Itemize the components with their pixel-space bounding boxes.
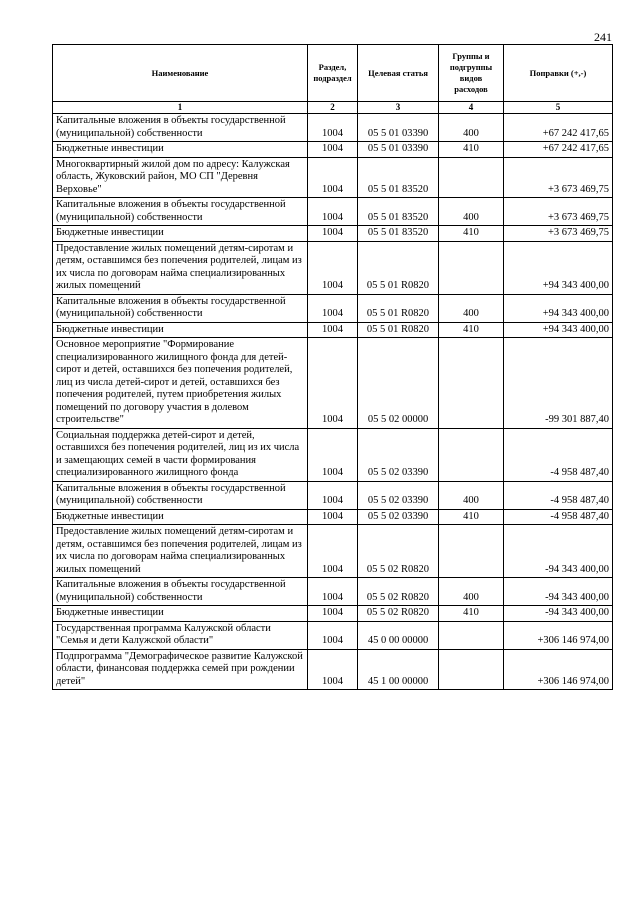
row-group: 410 bbox=[439, 509, 504, 525]
row-section: 1004 bbox=[308, 606, 358, 622]
row-amount: +3 673 469,75 bbox=[504, 157, 613, 198]
table-row bbox=[53, 509, 613, 525]
row-amount: +67 242 417,65 bbox=[504, 142, 613, 158]
row-amount: +94 343 400,00 bbox=[504, 322, 613, 338]
table-row bbox=[53, 481, 613, 509]
row-section: 1004 bbox=[308, 241, 358, 294]
row-target: 05 5 02 03390 bbox=[358, 481, 439, 509]
row-amount: -4 958 487,40 bbox=[504, 509, 613, 525]
header-amendments: Поправки (+,-) bbox=[504, 45, 613, 102]
row-target: 45 0 00 00000 bbox=[358, 621, 439, 649]
row-group bbox=[439, 428, 504, 481]
row-section: 1004 bbox=[308, 157, 358, 198]
row-group: 400 bbox=[439, 294, 504, 322]
row-amount: -99 301 887,40 bbox=[504, 338, 613, 429]
row-name: Социальная поддержка детей-сирот и детей, оставшихся без попечения родителей, лиц из их числа и замещающих семей в части формирования специализированного жилищного фонда bbox=[53, 428, 308, 481]
table-row bbox=[53, 338, 613, 429]
row-target: 05 5 02 03390 bbox=[358, 509, 439, 525]
row-target: 45 1 00 00000 bbox=[358, 649, 439, 690]
row-group bbox=[439, 338, 504, 429]
header-name: Наименование bbox=[53, 45, 308, 102]
row-name: Основное мероприятие "Формирование специализированного жилищного фонда для детей-сирот и детей, оставшихся без попечения родителей, лиц из числа детей-сирот и детей, оставшихся без попечения родителей, путем приобретения жилых помещений по договору участия в долевом строительстве" bbox=[53, 338, 308, 429]
column-number: 1 bbox=[53, 102, 308, 114]
row-section: 1004 bbox=[308, 428, 358, 481]
row-target: 05 5 01 R0820 bbox=[358, 241, 439, 294]
row-target: 05 5 02 03390 bbox=[358, 428, 439, 481]
table-row bbox=[53, 241, 613, 294]
row-group bbox=[439, 649, 504, 690]
row-name: Государственная программа Калужской области "Семья и дети Калужской области" bbox=[53, 621, 308, 649]
page-number: 241 bbox=[594, 30, 612, 44]
header-groups: Группы и подгруппы видов расходов bbox=[439, 45, 504, 102]
column-number-row bbox=[53, 102, 613, 114]
column-number: 3 bbox=[358, 102, 439, 114]
table-row bbox=[53, 114, 613, 142]
row-amount: -94 343 400,00 bbox=[504, 525, 613, 578]
row-section: 1004 bbox=[308, 621, 358, 649]
row-group: 400 bbox=[439, 114, 504, 142]
row-target: 05 5 01 R0820 bbox=[358, 322, 439, 338]
row-target: 05 5 01 83520 bbox=[358, 157, 439, 198]
table-row bbox=[53, 428, 613, 481]
row-section: 1004 bbox=[308, 294, 358, 322]
table-row bbox=[53, 322, 613, 338]
row-group: 410 bbox=[439, 226, 504, 242]
row-amount: -4 958 487,40 bbox=[504, 428, 613, 481]
row-amount: -94 343 400,00 bbox=[504, 578, 613, 606]
table-row bbox=[53, 649, 613, 690]
row-group: 410 bbox=[439, 322, 504, 338]
row-section: 1004 bbox=[308, 338, 358, 429]
column-number: 5 bbox=[504, 102, 613, 114]
table-row bbox=[53, 606, 613, 622]
row-amount: -4 958 487,40 bbox=[504, 481, 613, 509]
row-section: 1004 bbox=[308, 509, 358, 525]
row-name: Бюджетные инвестиции bbox=[53, 142, 308, 158]
table-row bbox=[53, 621, 613, 649]
row-group: 410 bbox=[439, 142, 504, 158]
row-group bbox=[439, 621, 504, 649]
row-amount: +94 343 400,00 bbox=[504, 294, 613, 322]
budget-amendments-table bbox=[52, 44, 613, 690]
row-name: Капитальные вложения в объекты государственной (муниципальной) собственности bbox=[53, 114, 308, 142]
row-amount: +306 146 974,00 bbox=[504, 649, 613, 690]
row-amount: +3 673 469,75 bbox=[504, 198, 613, 226]
header-section: Раздел, подраздел bbox=[308, 45, 358, 102]
table-row bbox=[53, 226, 613, 242]
row-section: 1004 bbox=[308, 142, 358, 158]
row-name: Предоставление жилых помещений детям-сиротам и детям, оставшимся без попечения родителей, лицам из их числа по договорам найма специализированных жилых помещений bbox=[53, 525, 308, 578]
row-name: Капитальные вложения в объекты государственной (муниципальной) собственности bbox=[53, 578, 308, 606]
row-section: 1004 bbox=[308, 649, 358, 690]
row-name: Многоквартирный жилой дом по адресу: Калужская область, Жуковский район, МО СП "Деревня Верховье" bbox=[53, 157, 308, 198]
row-group: 400 bbox=[439, 481, 504, 509]
row-target: 05 5 02 R0820 bbox=[358, 606, 439, 622]
table-header-row bbox=[53, 45, 613, 102]
row-name: Бюджетные инвестиции bbox=[53, 226, 308, 242]
column-number: 4 bbox=[439, 102, 504, 114]
row-section: 1004 bbox=[308, 578, 358, 606]
row-amount: +94 343 400,00 bbox=[504, 241, 613, 294]
row-group bbox=[439, 241, 504, 294]
table-row bbox=[53, 142, 613, 158]
row-name: Капитальные вложения в объекты государственной (муниципальной) собственности bbox=[53, 294, 308, 322]
row-group bbox=[439, 525, 504, 578]
row-name: Подпрограмма "Демографическое развитие Калужской области, финансовая поддержка семей при рождении детей" bbox=[53, 649, 308, 690]
row-name: Капитальные вложения в объекты государственной (муниципальной) собственности bbox=[53, 481, 308, 509]
table-row bbox=[53, 198, 613, 226]
row-amount: -94 343 400,00 bbox=[504, 606, 613, 622]
table-row bbox=[53, 294, 613, 322]
row-amount: +3 673 469,75 bbox=[504, 226, 613, 242]
table-row bbox=[53, 525, 613, 578]
row-group: 400 bbox=[439, 198, 504, 226]
row-target: 05 5 01 03390 bbox=[358, 142, 439, 158]
row-target: 05 5 02 00000 bbox=[358, 338, 439, 429]
row-target: 05 5 02 R0820 bbox=[358, 578, 439, 606]
row-section: 1004 bbox=[308, 198, 358, 226]
row-name: Бюджетные инвестиции bbox=[53, 322, 308, 338]
row-target: 05 5 02 R0820 bbox=[358, 525, 439, 578]
row-amount: +67 242 417,65 bbox=[504, 114, 613, 142]
row-group: 400 bbox=[439, 578, 504, 606]
row-section: 1004 bbox=[308, 226, 358, 242]
row-name: Предоставление жилых помещений детям-сиротам и детям, оставшимся без попечения родителей, лицам из их числа по договорам найма специализированных жилых помещений bbox=[53, 241, 308, 294]
row-section: 1004 bbox=[308, 114, 358, 142]
row-group bbox=[439, 157, 504, 198]
row-group: 410 bbox=[439, 606, 504, 622]
row-name: Бюджетные инвестиции bbox=[53, 606, 308, 622]
row-target: 05 5 01 R0820 bbox=[358, 294, 439, 322]
header-target: Целевая статья bbox=[358, 45, 439, 102]
column-number: 2 bbox=[308, 102, 358, 114]
row-amount: +306 146 974,00 bbox=[504, 621, 613, 649]
table-row bbox=[53, 578, 613, 606]
row-target: 05 5 01 83520 bbox=[358, 198, 439, 226]
row-name: Бюджетные инвестиции bbox=[53, 509, 308, 525]
row-section: 1004 bbox=[308, 322, 358, 338]
row-section: 1004 bbox=[308, 525, 358, 578]
row-target: 05 5 01 83520 bbox=[358, 226, 439, 242]
row-target: 05 5 01 03390 bbox=[358, 114, 439, 142]
row-name: Капитальные вложения в объекты государственной (муниципальной) собственности bbox=[53, 198, 308, 226]
row-section: 1004 bbox=[308, 481, 358, 509]
table-row bbox=[53, 157, 613, 198]
